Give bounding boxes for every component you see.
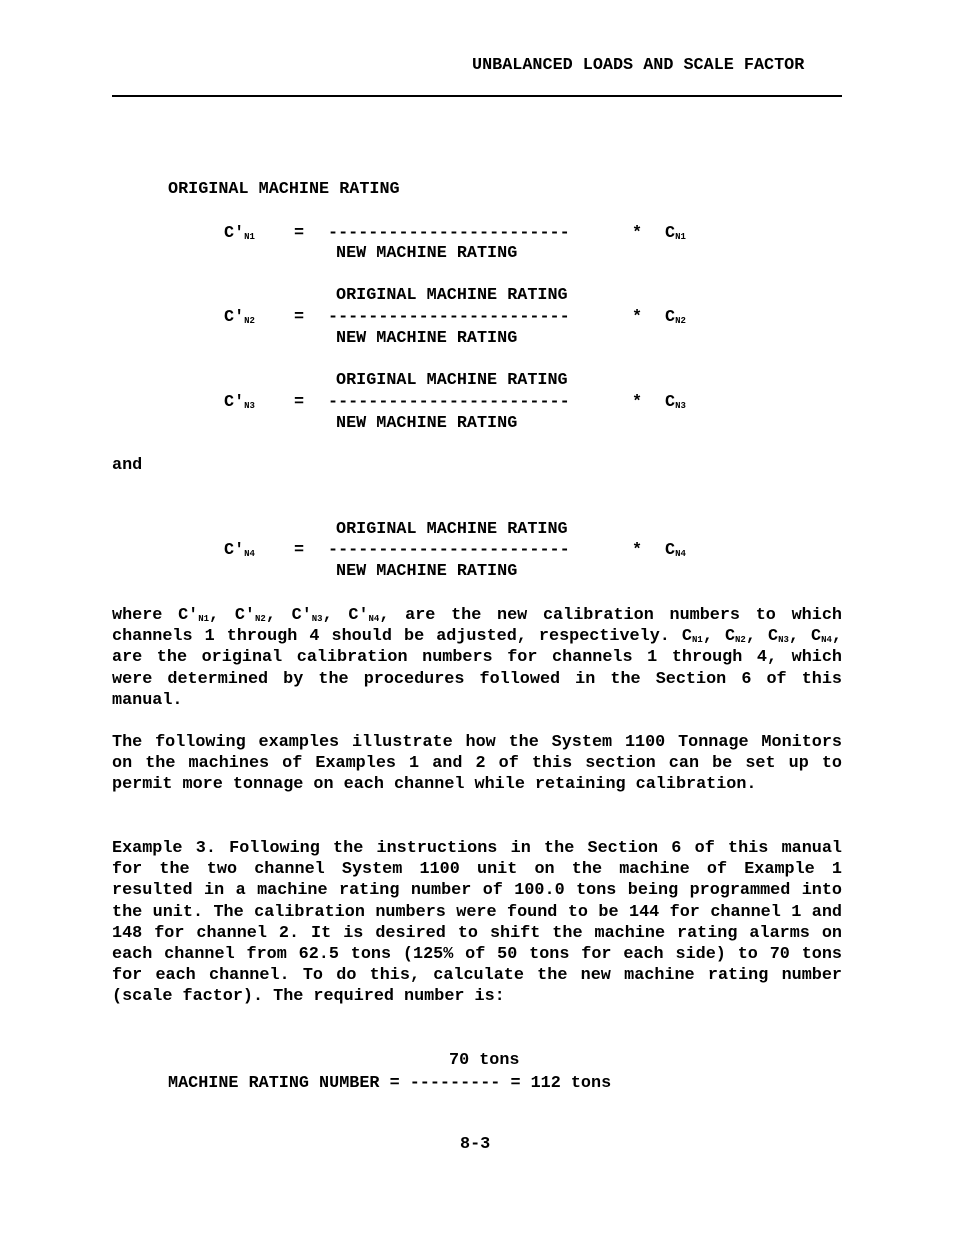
eq3-lhs: $C'_{N3}$ [224, 393, 255, 412]
mr-equals: = [389, 1074, 400, 1093]
eq2-equals: = [294, 308, 305, 327]
eq1-fraction-bar: ------------------------ [328, 224, 570, 243]
eq1-numerator: ORIGINAL MACHINE RATING [168, 180, 400, 199]
eq4-numerator: ORIGINAL MACHINE RATING [336, 520, 568, 539]
eq4-lhs: $C'_{N4}$ [224, 541, 255, 560]
page-number: 8-3 [460, 1135, 491, 1154]
eq2-rhs: $C_{N2}$ [665, 308, 686, 327]
and-text: and [112, 456, 143, 475]
eq1-denominator: NEW MACHINE RATING [336, 244, 518, 263]
eq1-lhs: $C'_{N1}$ [224, 224, 255, 243]
eq4-denominator: NEW MACHINE RATING [336, 562, 518, 581]
eq1-times: * [632, 224, 643, 243]
eq2-lhs: $C'_{N2}$ [224, 308, 255, 327]
mr-equation [168, 1074, 611, 1093]
eq3-fraction-bar: ------------------------ [328, 393, 570, 412]
mr-label: MACHINE RATING NUMBER [168, 1074, 380, 1093]
header-rule [112, 95, 842, 97]
eq3-times: * [632, 393, 643, 412]
eq2-fraction-bar: ------------------------ [328, 308, 570, 327]
paragraph-examples: The following examples illustrate how the System 1100 Tonnage Monitors on the machines of Examples 1 and 2 of this section can be set up to permit more tonnage on each channel while retaining calibration. [112, 733, 842, 795]
eq4-times: * [632, 541, 643, 560]
eq3-numerator: ORIGINAL MACHINE RATING [336, 371, 568, 390]
mr-numerator: 70 tons [449, 1051, 520, 1070]
eq4-rhs: $C_{N4}$ [665, 541, 686, 560]
page-header-title: UNBALANCED LOADS AND SCALE FACTOR [472, 56, 805, 75]
paragraph-where: where $C'_{N1}$, $C'_{N2}$, $C'_{N3}$, $C'_{N4}$, are the new calibration numbers to which channels 1 through 4 should be adjusted, respectively. $C_{N1}$, $C_{N2}$, $C_{N3}$, $C_{N4}$, are the original calibration numbers for channels 1 through 4, which were determined by the procedures followed in the Section 6 of this manual. [112, 606, 842, 710]
eq3-rhs: $C_{N3}$ [665, 393, 686, 412]
eq2-times: * [632, 308, 643, 327]
eq3-equals: = [294, 393, 305, 412]
paragraph-example-3: Example 3. Following the instructions in the Section 6 of this manual for the two channel System 1100 unit on the machine of Example 1 resulted in a machine rating number of 100.0 tons being programmed into the unit. The calibration numbers were found to be 144 for channel 1 and 148 for channel 2. It is desired to shift the machine rating alarms on each channel from 62.5 tons (125% of 50 tons for each side) to 70 tons for each channel. To do this, calculate the new machine rating number (scale factor). The required number is: [112, 839, 842, 1007]
mr-result: = 112 tons [510, 1074, 612, 1093]
eq2-numerator: ORIGINAL MACHINE RATING [336, 286, 568, 305]
mr-fraction-bar: --------- [409, 1074, 501, 1093]
eq1-rhs: $C_{N1}$ [665, 224, 686, 243]
eq3-denominator: NEW MACHINE RATING [336, 414, 518, 433]
eq4-equals: = [294, 541, 305, 560]
eq4-fraction-bar: ------------------------ [328, 541, 570, 560]
eq1-equals: = [294, 224, 305, 243]
eq2-denominator: NEW MACHINE RATING [336, 329, 518, 348]
